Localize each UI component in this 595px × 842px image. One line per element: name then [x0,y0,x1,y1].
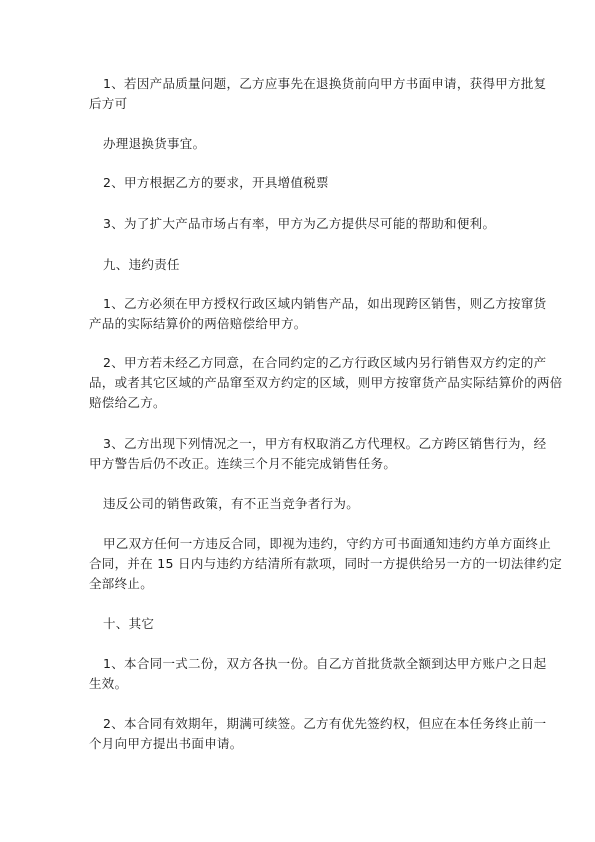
paragraph-invoice [89,173,519,193]
text-line: 赔偿给乙方。 [89,395,166,410]
section-heading-other [89,614,519,634]
text-line: 2、甲方根据乙方的要求，开具增值税票 [103,175,329,190]
text-line: 全部终止。 [89,576,154,591]
paragraph-validity-renewal [89,714,547,754]
text-line: 生效。 [89,676,128,691]
text-line: 个月向甲方提出书面申请。 [89,736,243,751]
paragraph-market-support [89,214,519,234]
paragraph-breach-clause-3 [89,434,547,474]
text-line: 合同，并在 15 日内与违约方结清所有款项，同时一方提供给另一方的一切法律约定 [89,556,563,571]
paragraph-return-procedure [89,134,519,154]
text-line: 品，或者其它区域的产品窜至双方约定的区域，则甲方按窜货产品实际结算价的两倍 [89,375,563,390]
section-heading-breach [89,255,519,275]
text-line: 1、若因产品质量问题，乙方应事先在退换货前向甲方书面申请，获得甲方批复 [103,76,547,91]
heading-text: 十、其它 [103,616,155,631]
text-line: 甲方警告后仍不改正。连续三个月不能完成销售任务。 [89,456,397,471]
text-line: 3、为了扩大产品市场占有率，甲方为乙方提供尽可能的帮助和便利。 [103,216,496,231]
text-line: 2、甲方若未经乙方同意，在合同约定的乙方行政区域内另行销售双方约定的产 [103,355,547,370]
text-line: 2、本合同有效期年，期满可续签。乙方有优先签约权，但应在本任务终止前一 [103,716,547,731]
paragraph-policy-violation [89,494,519,514]
paragraph-breach-clause-2 [89,353,563,413]
paragraph-contract-termination [89,534,563,594]
text-line: 办理退换货事宜。 [103,136,206,151]
text-line: 3、乙方出现下列情况之一，甲方有权取消乙方代理权。乙方跨区销售行为，经 [103,436,547,451]
text-line: 产品的实际结算价的两倍赔偿给甲方。 [89,316,307,331]
paragraph-return-request [89,74,547,114]
paragraph-breach-clause-1 [89,294,547,334]
text-line: 1、本合同一式二份，双方各执一份。自乙方首批货款全额到达甲方账户之日起 [103,656,547,671]
paragraph-copies-effective [89,654,547,694]
text-line: 1、乙方必须在甲方授权行政区域内销售产品，如出现跨区销售，则乙方按窜货 [103,296,547,311]
text-line: 后方可 [89,96,128,111]
text-line: 甲乙双方任何一方违反合同，即视为违约，守约方可书面通知违约方单方面终止 [103,536,552,551]
text-line: 违反公司的销售政策，有不正当竞争者行为。 [103,496,360,511]
heading-text: 九、违约责任 [103,257,180,272]
